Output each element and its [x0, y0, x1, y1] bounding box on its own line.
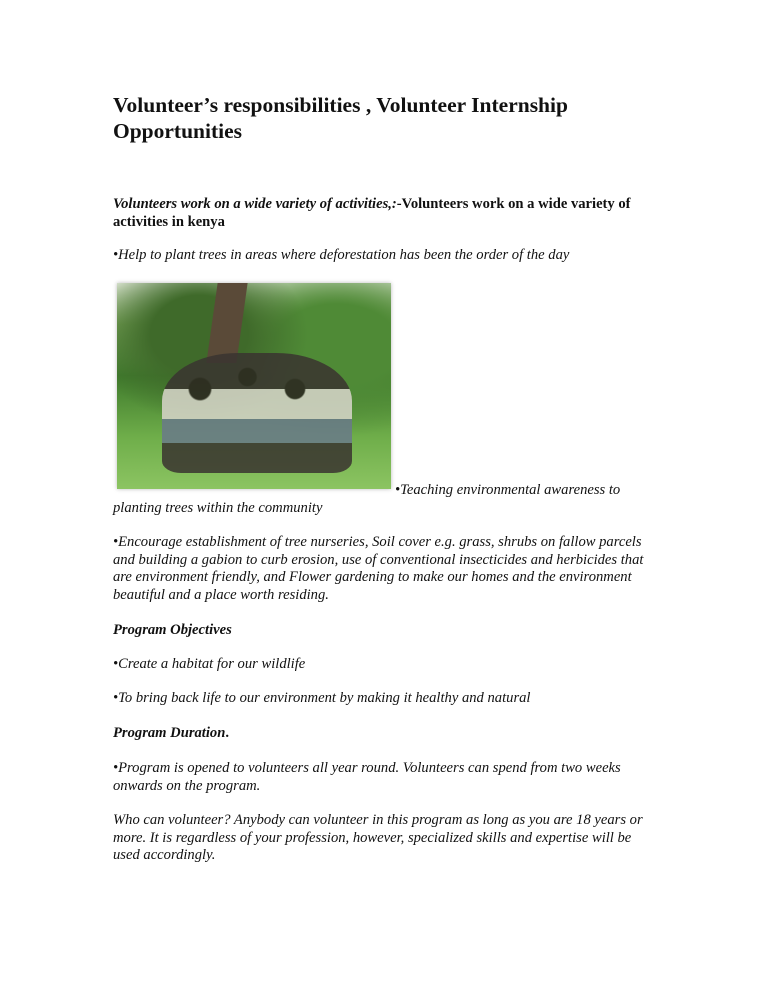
page-title: Volunteer’s responsibilities , Volunteer Internship Opportunities — [113, 93, 568, 143]
duration-heading: Program Duration — [113, 725, 226, 741]
objective-item: •To bring back life to our environment by making it healthy and natural — [113, 690, 531, 706]
intro-italic: Volunteers work on a wide variety of activities,: — [113, 196, 397, 212]
tree-trunk — [206, 283, 247, 363]
duration-heading-wrap — [113, 725, 658, 743]
objectives-heading: Program Objectives — [113, 622, 232, 638]
volunteers-photo — [117, 283, 391, 489]
duration-period: . — [225, 725, 229, 741]
intro-bold: -Volunteers work on a wide variety of activities in kenya — [113, 196, 631, 230]
objective-item: •Create a habitat for our wildlife — [113, 656, 306, 672]
bullet-encourage: •Encourage establishment of tree nurseries, Soil cover e.g. grass, shrubs on fallow parcels and building a gabion to curb erosion, use of conventional insecticides and herbicides that are environment friendly, and Flower gardening to make our homes and the environment beautiful and a place worth residing. — [113, 534, 644, 603]
bullet-teaching-second: planting trees within the community — [113, 500, 323, 516]
bullet-plant-trees: •Help to plant trees in areas where deforestation has been the order of the day — [113, 247, 570, 263]
bullet-teaching-first: •Teaching environmental awareness to — [395, 482, 621, 498]
duration-text: •Program is opened to volunteers all year round. Volunteers can spend from two weeks onwards on the program. — [113, 760, 621, 794]
group-of-people — [162, 353, 352, 473]
who-can-volunteer-text: Who can volunteer? Anybody can volunteer in this program as long as you are 18 years or more. It is regardless of your profession, however, specialized skills and expertise will be used accordingly. — [113, 812, 643, 864]
intro-paragraph — [113, 196, 661, 231]
